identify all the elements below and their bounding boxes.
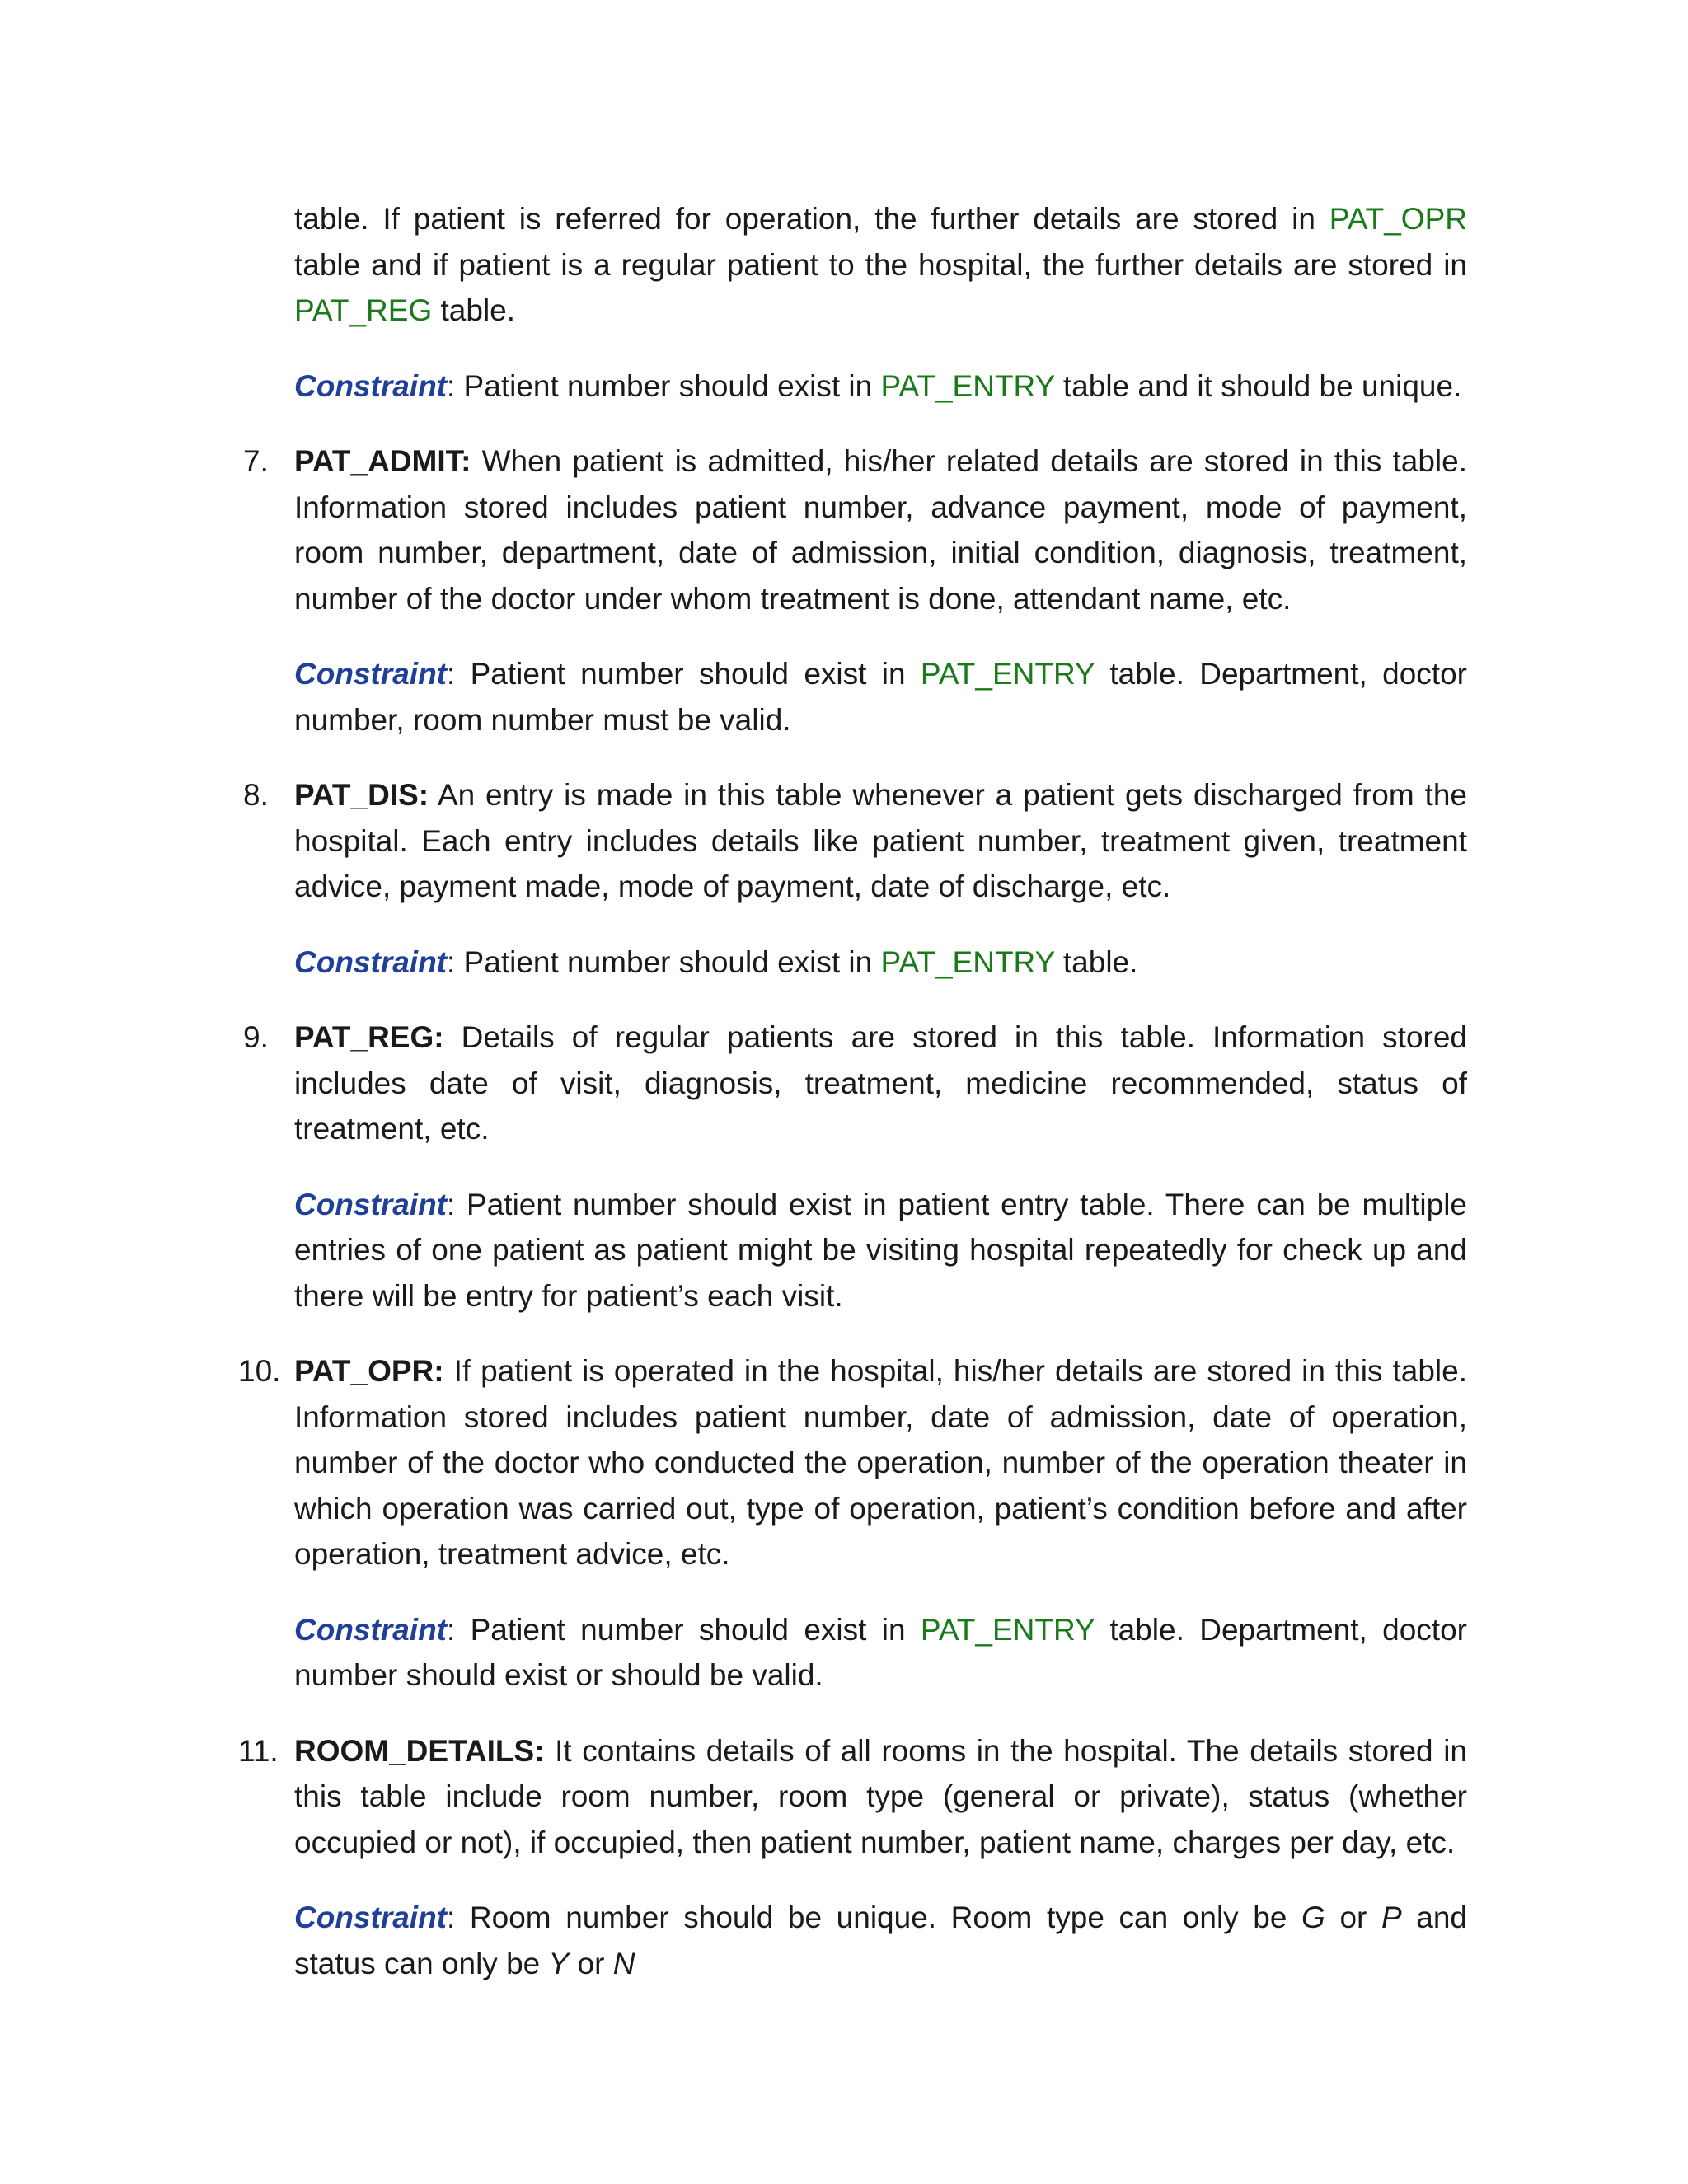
intro-text: table. If patient is referred for operation, the further details are stored in xyxy=(294,202,1329,236)
item-description xyxy=(294,1015,1467,1152)
list-item-room-details xyxy=(238,1728,1467,1987)
constraint-text: table. Department, doctor number, room number must be valid. xyxy=(294,657,1467,737)
table-name-pat-reg: PAT_REG xyxy=(294,293,433,327)
item-description xyxy=(294,772,1467,910)
item-description xyxy=(294,1348,1467,1577)
constraint-text: and status can only be xyxy=(294,1900,1467,1980)
constraint-label: Constraint xyxy=(294,657,447,691)
item-text: Details of regular patients are stored in this table. Information stored includes date of visit, diagnosis, treatment, medicine recommended, status of treatment, etc. xyxy=(294,1020,1467,1146)
list-item-pat-dis xyxy=(243,772,1467,985)
constraint-label: Constraint xyxy=(294,1612,447,1647)
intro-text: table and if patient is a regular patient to the hospital, the further details are stored in xyxy=(294,247,1467,282)
list-item-pat-admit xyxy=(243,438,1467,743)
item-text: It contains details of all rooms in the hospital. The details stored in this table include room number, room type (general or private), status (whether occupied or not), if occupied, then patient number, patient name, charges per day, etc. xyxy=(294,1733,1467,1859)
constraint-text: or xyxy=(569,1946,613,1980)
table-name-pat-entry: PAT_ENTRY xyxy=(880,944,1055,979)
list-item-pat-opr xyxy=(238,1348,1467,1699)
item-text: An entry is made in this table whenever a patient gets discharged from the hospital. Each entry includes details like patient number, treatment given, treatment advice, payment made, mode of payment, date of discharge, etc. xyxy=(294,778,1467,903)
list-item-pat-reg xyxy=(243,1015,1467,1319)
constraint-label: Constraint xyxy=(294,1900,447,1934)
table-name-pat-opr: PAT_OPR xyxy=(1329,202,1467,236)
constraint-label: Constraint xyxy=(294,944,447,979)
constraint-paragraph xyxy=(294,1182,1467,1319)
constraint-text: table and it should be unique. xyxy=(1054,368,1462,403)
constraint-text: : Room number should be unique. Room type can only be xyxy=(447,1900,1302,1934)
room-type-value: P xyxy=(1381,1900,1402,1934)
table-name-pat-entry: PAT_ENTRY xyxy=(880,368,1055,403)
status-value: Y xyxy=(548,1946,570,1980)
item-term: PAT_OPR: xyxy=(294,1354,444,1388)
constraint-text: table. xyxy=(1054,944,1138,979)
constraint-text: table. Department, doctor number should exist or should be valid. xyxy=(294,1612,1467,1692)
list-item-number: 9. xyxy=(243,1020,269,1054)
item-text: If patient is operated in the hospital, his/her details are stored in this table. Information stored includes patient number, date of admission, date of operation, number of the doctor who conducted the operation, number of the operation theater in which operation was carried out, type of operation, patient’s condition before and after operation, treatment advice, etc. xyxy=(294,1354,1467,1571)
item-description xyxy=(294,1728,1467,1866)
constraint-text: : Patient number should exist in xyxy=(447,657,921,691)
list-item-number: 11. xyxy=(238,1733,279,1768)
constraint-paragraph xyxy=(294,651,1467,743)
constraint-paragraph xyxy=(294,1607,1467,1699)
page-content xyxy=(238,196,1467,1986)
constraint-paragraph xyxy=(294,363,1467,410)
table-name-pat-entry: PAT_ENTRY xyxy=(920,1612,1095,1647)
item-term: PAT_ADMIT: xyxy=(294,444,471,478)
room-type-value: G xyxy=(1301,1900,1325,1934)
constraint-text: : Patient number should exist in xyxy=(447,1612,921,1647)
table-name-pat-entry: PAT_ENTRY xyxy=(920,657,1095,691)
status-value: N xyxy=(612,1946,635,1980)
list-item-number: 10. xyxy=(238,1354,281,1388)
constraint-paragraph xyxy=(294,940,1467,986)
item-description xyxy=(294,438,1467,621)
list-item-number: 8. xyxy=(243,778,269,812)
constraint-paragraph xyxy=(294,1895,1467,1986)
constraint-label: Constraint xyxy=(294,368,447,403)
constraint-text: : Patient number should exist in xyxy=(447,368,881,403)
constraint-label: Constraint xyxy=(294,1187,447,1221)
item-term: PAT_DIS: xyxy=(294,778,429,812)
constraint-text: or xyxy=(1325,1900,1381,1934)
item-term: PAT_REG: xyxy=(294,1020,444,1054)
item-text: When patient is admitted, his/her related details are stored in this table. Information stored includes patient number, advance payment, mode of payment, room number, department, date of admission, initial condition, diagnosis, treatment, number of the doctor under whom treatment is done, attendant name, etc. xyxy=(294,444,1467,616)
constraint-text: : Patient number should exist in xyxy=(447,944,881,979)
list-item-number: 7. xyxy=(243,444,269,478)
constraint-text: : Patient number should exist in patient entry table. There can be multiple entries of one patient as patient might be visiting hospital repeatedly for check up and there will be entry for patient’s each visit. xyxy=(294,1187,1467,1313)
intro-text: table. xyxy=(432,293,516,327)
item-term: ROOM_DETAILS: xyxy=(294,1733,545,1768)
intro-paragraph xyxy=(294,196,1467,334)
